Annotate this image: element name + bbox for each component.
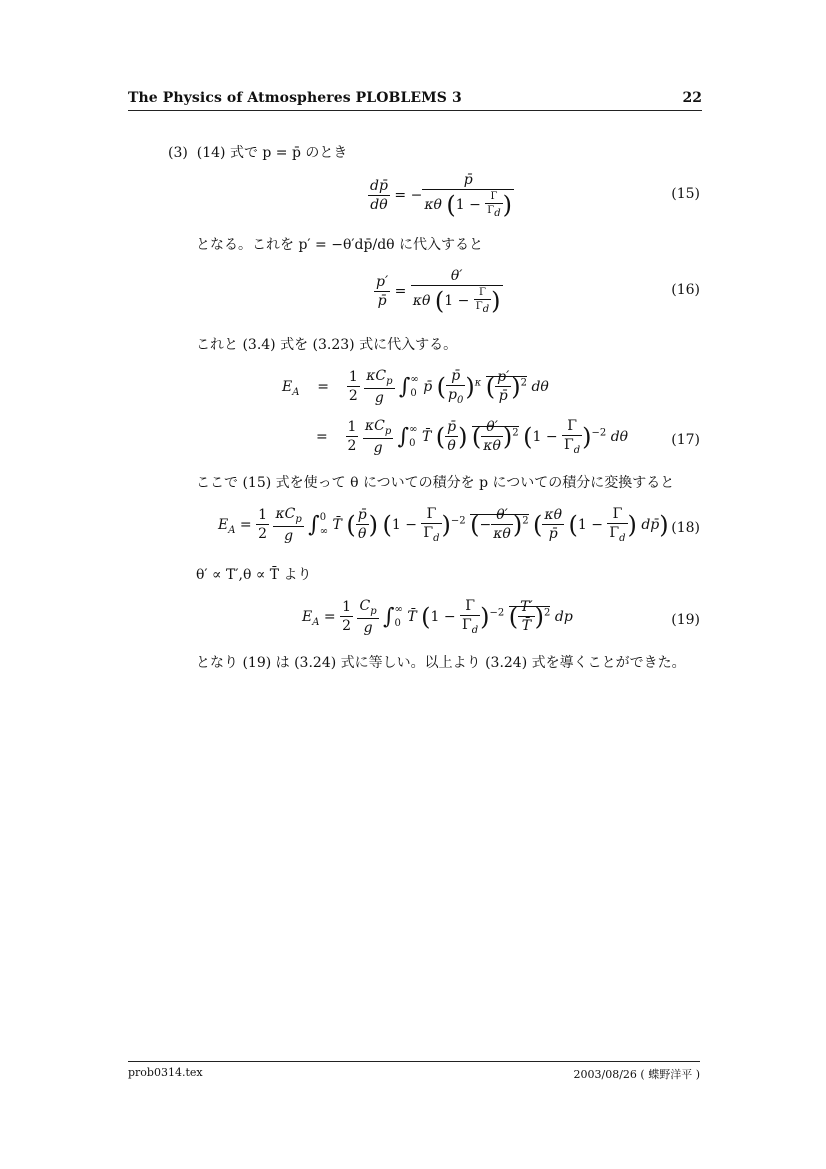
footer-date-author: 2003/08/26 ( 蝶野洋平 ) [573,1068,700,1081]
equation-16: $\frac{p'}{p̄}$ = θ′ κθ (1 − $\frac{\Gamma}{\Gamma d}$ ) [376,268,501,315]
paragraph-5: となり (19) は (3.24) 式に等しい。以上より (3.24) 式を導くことができた。 [196,655,686,671]
equation-17-line-1: $E_A$ = $\frac{1}{2}$ $\frac{\kappa C_p}{g}$ ∫∞ 0 p̄ ( $\frac{p̄}{p_0}$ )$^\kappa$ ( $\frac{p'}{p̄}$ )$^2$ dθ [282,368,549,406]
footer-rule [128,1061,700,1062]
paragraph-4: θ′ ∝ T′,θ ∝ T̄ より [196,567,312,583]
paragraph-1: となる。これを p′ = −θ′dp̄/dθ に代入すると [196,237,484,253]
eq-number-15: (15) [671,186,700,202]
footer-filename: prob0314.tex [128,1066,203,1079]
header-title: The Physics of Atmospheres PLOBLEMS 3 [128,90,462,106]
equation-18: $E_A$ = $\frac{1}{2}$ $\frac{\kappa C_p}{g}$ ∫0 ∞ T̄ ( $\frac{p̄}{\theta}$ ) (1 − $\frac{\Gamma}{\Gamma_d}$ )$^{-2}$ (− $\frac{\theta'}{\kappa\theta}$ )$^2$ ( $\frac{\kappa\theta}{p̄}$ (1 − $\frac{\Gamma}{\Gamma_d}$ ) dp̄) [218,506,669,544]
paragraph-2: これと (3.4) 式を (3.23) 式に代入する。 [196,337,458,353]
eq-number-17: (17) [671,432,700,448]
page-number: 22 [682,90,702,106]
eq-number-19: (19) [671,612,700,628]
eq-number-18: (18) [671,520,700,536]
header-rule [128,110,702,111]
equation-17-line-2: = $\frac{1}{2}$ $\frac{\kappa C_p}{g}$ ∫∞ 0 T̄ ( $\frac{p̄}{\theta}$ ) ( $\frac{\theta'}{\kappa\theta}$ )$^2$ (1 − $\frac{\Gamma}{\Gamma_d}$ )$^{-2}$ dθ [316,418,629,456]
page-header [128,90,702,110]
eq-number-16: (16) [671,282,700,298]
intro-text: (14) 式で p = p̄ のとき [196,145,348,161]
equation-15: $\frac{dp̄}{d\theta}$ = − p̄ κθ (1 − $\frac{\Gamma}{\Gamma d}$ ) [370,172,513,219]
intro-line [168,144,347,162]
item-label: (3) [168,145,188,161]
paragraph-3: ここで (15) 式を使って θ についての積分を p についての積分に変換すると [196,475,675,491]
equation-19: $E_A$ = $\frac{1}{2}$ $\frac{C_p}{g}$ ∫∞ 0 T̄ (1 − $\frac{\Gamma}{\Gamma_d}$ )$^{-2}$ ( $\frac{T'}{T̄}$ )$^2$ dp [302,598,573,636]
